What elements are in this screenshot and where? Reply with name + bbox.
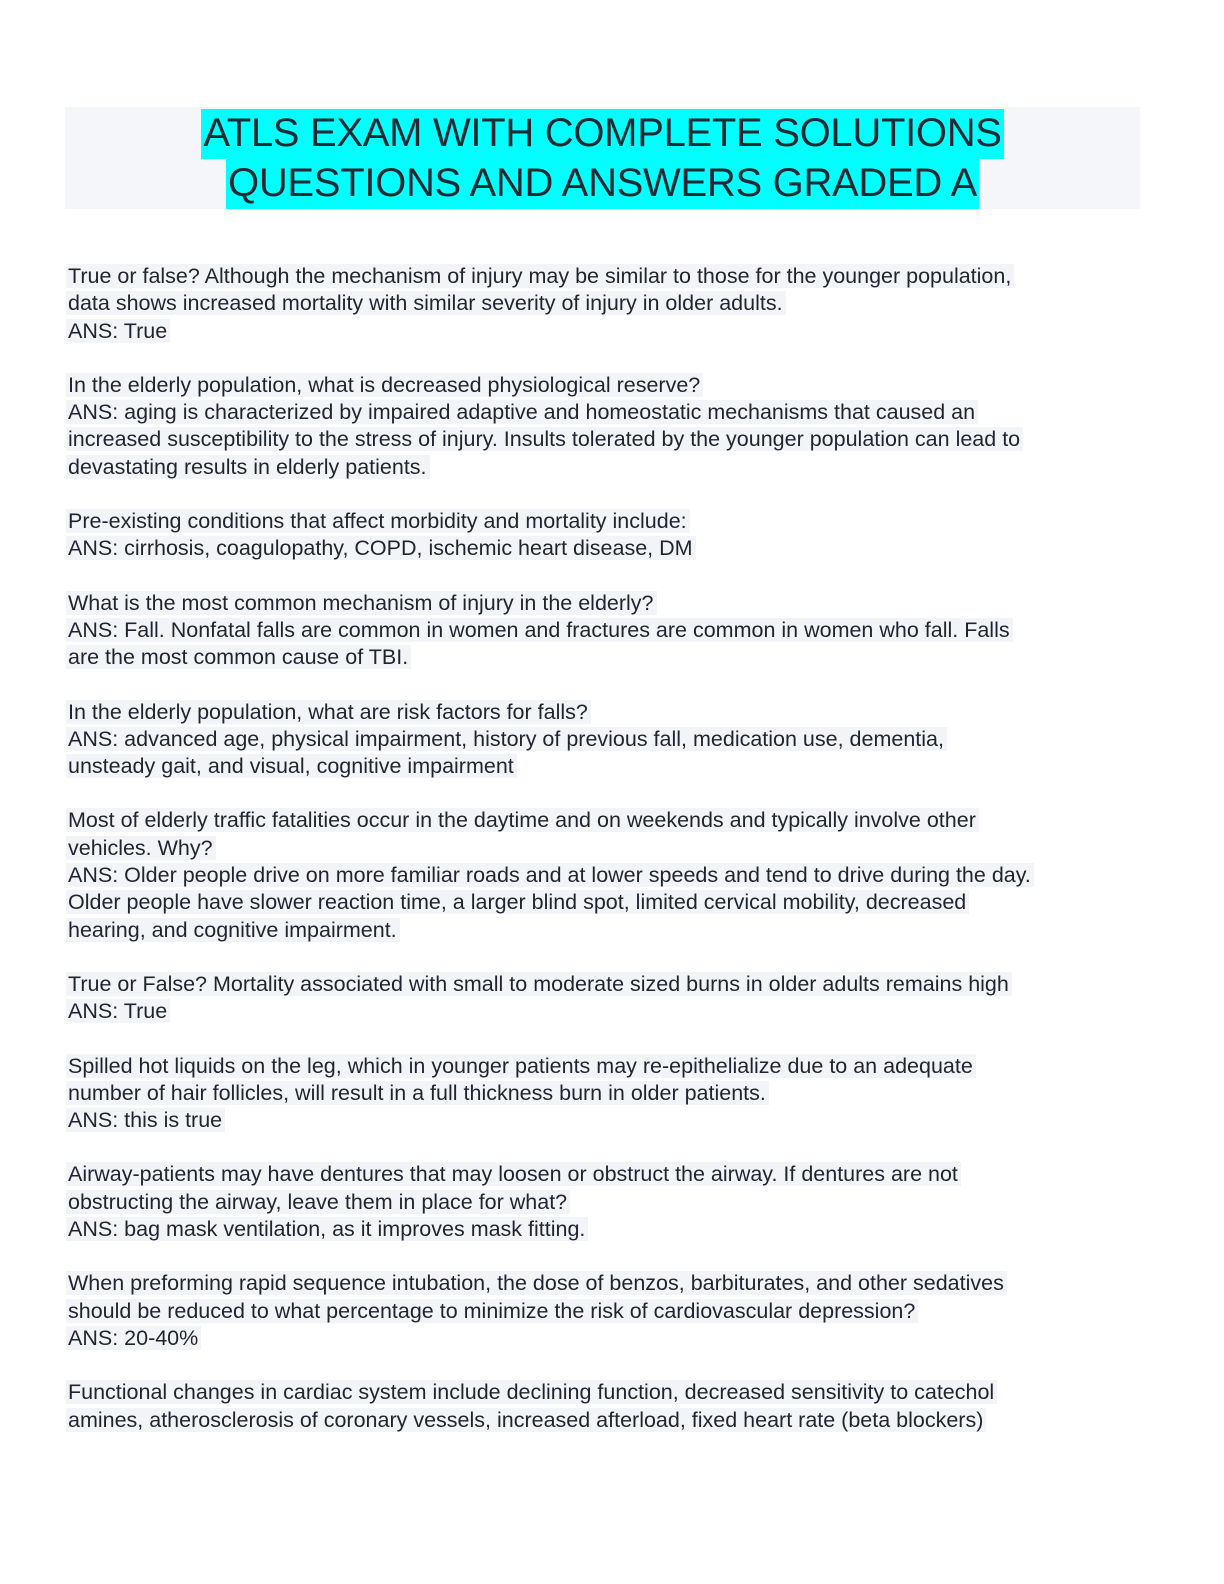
- text-line: [66, 535, 1146, 562]
- title-line-1: ATLS EXAM WITH COMPLETE SOLUTIONS: [201, 109, 1003, 159]
- text-line-content: ANS: Older people drive on more familiar roads and at lower speeds and tend to drive during the day.: [66, 863, 1034, 887]
- text-line: [66, 971, 1146, 998]
- text-line: [66, 753, 1146, 780]
- text-line-content: ANS: bag mask ventilation, as it improves mask fitting.: [66, 1217, 588, 1241]
- qa-item: [66, 699, 1146, 781]
- text-line: [66, 372, 1146, 399]
- text-line: [66, 263, 1146, 290]
- text-line: [66, 1189, 1146, 1216]
- text-line-content: amines, atherosclerosis of coronary vessels, increased afterload, fixed heart rate (beta blockers): [66, 1408, 986, 1432]
- text-line: [66, 726, 1146, 753]
- qa-item: [66, 971, 1146, 1026]
- text-line: [66, 1216, 1146, 1243]
- text-line: [66, 617, 1146, 644]
- qa-item: [66, 1161, 1146, 1243]
- text-line-content: are the most common cause of TBI.: [66, 645, 411, 669]
- text-line-content: vehicles. Why?: [66, 836, 216, 860]
- text-line: [66, 917, 1146, 944]
- text-line: [66, 1161, 1146, 1188]
- text-line-content: Functional changes in cardiac system include declining function, decreased sensitivity to catechol: [66, 1380, 997, 1404]
- text-line-content: devastating results in elderly patients.: [66, 455, 430, 479]
- text-line-content: ANS: True: [66, 999, 170, 1023]
- qa-list: [66, 263, 1146, 1461]
- qa-item: [66, 263, 1146, 345]
- text-line: [66, 862, 1146, 889]
- qa-item: [66, 1270, 1146, 1352]
- text-line-content: should be reduced to what percentage to minimize the risk of cardiovascular depression?: [66, 1299, 918, 1323]
- text-line-content: Older people have slower reaction time, a larger blind spot, limited cervical mobility, decreased: [66, 890, 969, 914]
- text-line-content: ANS: this is true: [66, 1108, 225, 1132]
- title-line-2: QUESTIONS AND ANSWERS GRADED A: [226, 159, 979, 209]
- text-line: [66, 318, 1146, 345]
- text-line: [66, 454, 1146, 481]
- text-line-content: In the elderly population, what are risk factors for falls?: [66, 700, 591, 724]
- text-line-content: When preforming rapid sequence intubation, the dose of benzos, barbiturates, and other sedatives: [66, 1271, 1007, 1295]
- document-title: [65, 107, 1140, 209]
- text-line: [66, 835, 1146, 862]
- text-line-content: True or False? Mortality associated with small to moderate sized burns in older adults remains high: [66, 972, 1012, 996]
- qa-item: [66, 508, 1146, 563]
- qa-item: [66, 1053, 1146, 1135]
- text-line: [66, 290, 1146, 317]
- text-line-content: True or false? Although the mechanism of injury may be similar to those for the younger population,: [66, 264, 1014, 288]
- text-line-content: unsteady gait, and visual, cognitive impairment: [66, 754, 517, 778]
- qa-item: [66, 1379, 1146, 1434]
- text-line-content: hearing, and cognitive impairment.: [66, 918, 400, 942]
- text-line-content: increased susceptibility to the stress of injury. Insults tolerated by the younger population can lead to: [66, 427, 1023, 451]
- text-line: [66, 807, 1146, 834]
- text-line: [66, 1270, 1146, 1297]
- text-line: [66, 699, 1146, 726]
- text-line-content: In the elderly population, what is decreased physiological reserve?: [66, 373, 703, 397]
- text-line-content: ANS: cirrhosis, coagulopathy, COPD, ischemic heart disease, DM: [66, 536, 696, 560]
- text-line: [66, 590, 1146, 617]
- text-line-content: Spilled hot liquids on the leg, which in younger patients may re-epithelialize due to an adequate: [66, 1054, 976, 1078]
- text-line-content: ANS: advanced age, physical impairment, history of previous fall, medication use, dementia,: [66, 727, 947, 751]
- text-line-content: Pre-existing conditions that affect morbidity and mortality include:: [66, 509, 690, 533]
- text-line: [66, 1080, 1146, 1107]
- text-line: [66, 1298, 1146, 1325]
- text-line: [66, 1407, 1146, 1434]
- qa-item: [66, 807, 1146, 943]
- text-line: [66, 1325, 1146, 1352]
- text-line-content: number of hair follicles, will result in a full thickness burn in older patients.: [66, 1081, 769, 1105]
- text-line-content: ANS: 20-40%: [66, 1326, 201, 1350]
- text-line-content: data shows increased mortality with similar severity of injury in older adults.: [66, 291, 786, 315]
- text-line: [66, 889, 1146, 916]
- text-line-content: Airway-patients may have dentures that may loosen or obstruct the airway. If dentures are not: [66, 1162, 961, 1186]
- text-line: [66, 508, 1146, 535]
- text-line: [66, 426, 1146, 453]
- qa-item: [66, 590, 1146, 672]
- text-line: [66, 644, 1146, 671]
- text-line: [66, 998, 1146, 1025]
- text-line-content: ANS: aging is characterized by impaired adaptive and homeostatic mechanisms that caused an: [66, 400, 978, 424]
- text-line-content: What is the most common mechanism of injury in the elderly?: [66, 591, 657, 615]
- qa-item: [66, 372, 1146, 481]
- text-line: [66, 1379, 1146, 1406]
- text-line: [66, 1053, 1146, 1080]
- text-line-content: ANS: True: [66, 319, 170, 343]
- text-line-content: ANS: Fall. Nonfatal falls are common in women and fractures are common in women who fall. Falls: [66, 618, 1013, 642]
- text-line: [66, 399, 1146, 426]
- text-line-content: obstructing the airway, leave them in place for what?: [66, 1190, 570, 1214]
- text-line-content: Most of elderly traffic fatalities occur in the daytime and on weekends and typically involve other: [66, 808, 979, 832]
- text-line: [66, 1107, 1146, 1134]
